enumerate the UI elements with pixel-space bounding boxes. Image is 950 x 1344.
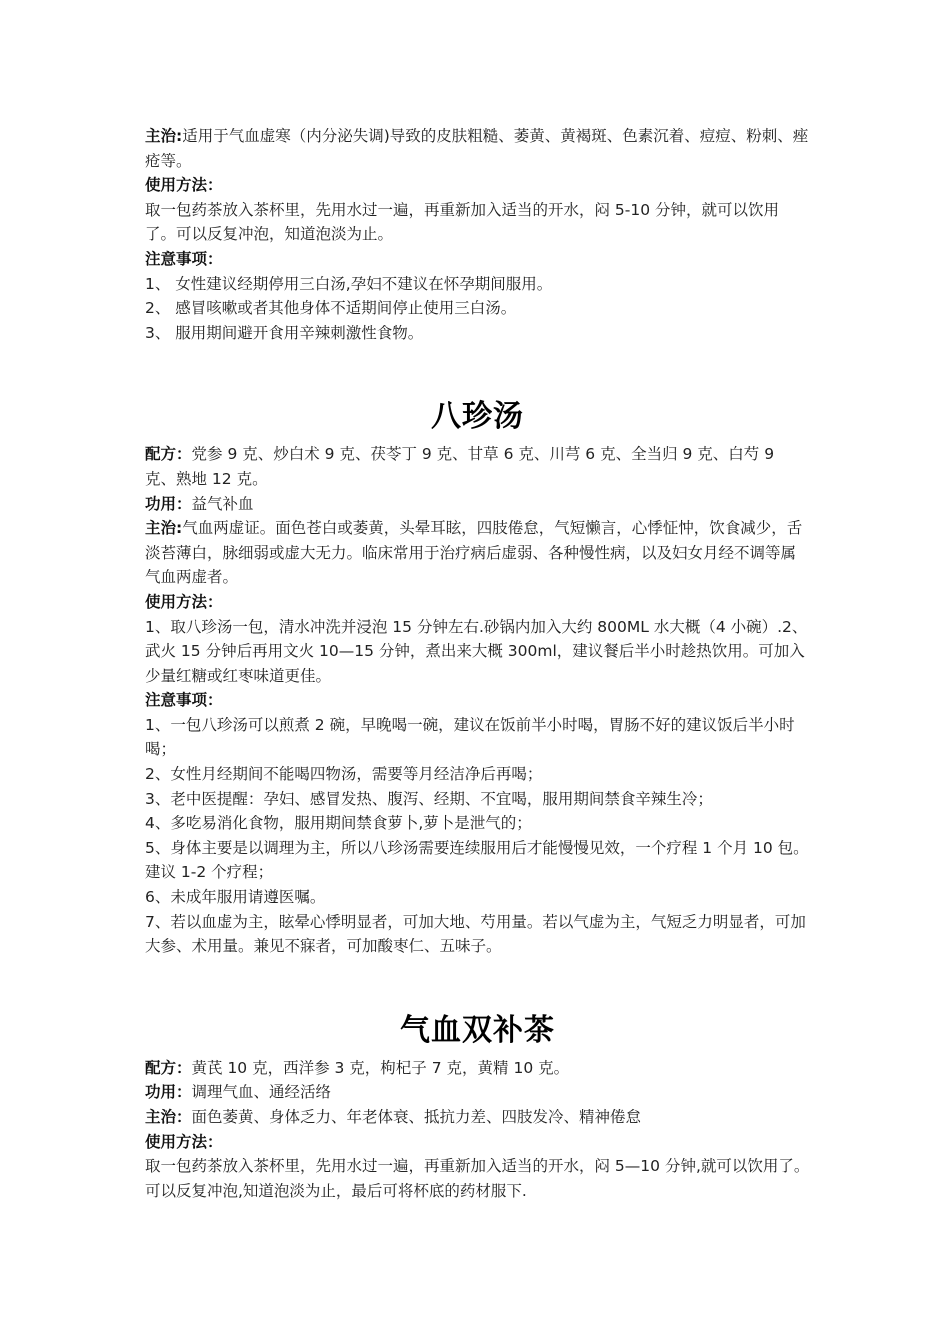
indications-text: 适用于气血虚寒（内分泌失调)导致的皮肤粗糙、萎黄、黄褐斑、色素沉着、痘痘、粉刺、痤疮等。 — [145, 127, 809, 170]
usage-label: 使用方法： — [145, 176, 223, 195]
function-text: 调理气血、通经活络 — [191, 1083, 332, 1102]
note-item: 3、老中医提醒：孕妇、感冒发热、腹泻、经期、不宜喝，服用期间禁食辛辣生冷； — [145, 789, 713, 808]
formula-text: 党参 9 克、炒白术 9 克、茯苓丁 9 克、甘草 6 克、川芎 6 克、全当归 9 克、白芍 9 克、熟地 12 克。 — [145, 445, 775, 488]
note-item: 1、 女性建议经期停用三白汤,孕妇不建议在怀孕期间服用。 — [145, 274, 553, 293]
note-item: 4、多吃易消化食物，服用期间禁食萝卜,萝卜是泄气的； — [145, 814, 532, 833]
note-item: 5、身体主要是以调理为主，所以八珍汤需要连续服用后才能慢慢见效，一个疗程 1 个月 10 包。建议 1-2 个疗程； — [145, 838, 809, 882]
indications-label: 主治： — [145, 1108, 192, 1126]
formula-paragraph — [145, 1056, 810, 1081]
indications-paragraph — [145, 1105, 810, 1130]
usage-text: 取一包药茶放入茶杯里，先用水过一遍，再重新加入适当的开水，闷 5—10 分钟,就可以饮用了。可以反复冲泡,知道泡淡为止，最后可将杯底的药材服下. — [145, 1157, 810, 1200]
formula-label: 配方： — [145, 445, 192, 464]
note-item: 2、 感冒咳嗽或者其他身体不适期间停止使用三白汤。 — [145, 299, 517, 318]
formula-label: 配方： — [145, 1058, 192, 1077]
note-item: 3、 服用期间避开食用辛辣刺激性食物。 — [145, 323, 424, 342]
note-item: 7、若以血虚为主，眩晕心悸明显者，可加大地、芍用量。若以气虚为主，气短乏力明显者，可加大参、术用量。兼见不寐者，可加酸枣仁、五味子。 — [145, 912, 806, 956]
indications-paragraph — [145, 516, 810, 590]
note-item: 2、女性月经期间不能喝四物汤，需要等月经洁净后再喝； — [145, 765, 543, 784]
function-text: 益气补血 — [191, 494, 254, 513]
indications-text: 气血两虚证。面色苍白或萎黄，头晕耳眩，四肢倦怠，气短懒言，心悸怔忡，饮食减少，舌淡苔薄白，脉细弱或虚大无力。临床常用于治疗病后虚弱、各种慢性病，以及妇女月经不调等属气血两虚者。 — [145, 519, 803, 587]
section-bazhentang — [145, 397, 810, 958]
note-item: 6、未成年服用请遵医嘱。 — [145, 888, 326, 907]
indications-paragraph — [145, 124, 810, 173]
formula-paragraph — [145, 442, 810, 491]
indications-label: 主治: — [145, 519, 183, 538]
formula-text: 黄芪 10 克，西洋参 3 克，枸杞子 7 克，黄精 10 克。 — [191, 1058, 570, 1077]
usage-label: 使用方法： — [145, 592, 223, 611]
usage-text: 取一包药茶放入茶杯里，先用水过一遍，再重新加入适当的开水，闷 5-10 分钟，就可以饮用了。可以反复冲泡，知道泡淡为止。 — [145, 200, 780, 244]
function-paragraph — [145, 1080, 810, 1105]
function-paragraph — [145, 492, 810, 517]
section-title: 八珍汤 — [431, 399, 524, 435]
function-label: 功用： — [145, 494, 192, 513]
section-title: 气血双补茶 — [400, 1012, 555, 1048]
usage-text: 1、取八珍汤一包，清水冲洗并浸泡 15 分钟左右.砂锅内加入大约 800ML 水大概（4 小碗）.2、武火 15 分钟后再用文火 10—15 分钟，煮出来大概 300ml，建议餐后半小时趁热饮用。可加入少量红糖或红枣味道更佳。 — [145, 617, 808, 685]
document-page — [145, 124, 810, 1203]
indications-text: 面色萎黄、身体乏力、年老体衰、抵抗力差、四肢发冷、精神倦怠 — [191, 1108, 642, 1126]
indications-label: 主治: — [145, 127, 183, 145]
section-qixueshuangbucha — [145, 1011, 810, 1204]
notes-label: 注意事项： — [145, 249, 223, 268]
usage-label: 使用方法： — [145, 1132, 223, 1151]
function-label: 功用： — [145, 1083, 192, 1102]
section-sanbaitang-tail — [145, 124, 810, 345]
notes-label: 注意事项： — [145, 691, 223, 710]
note-item: 1、一包八珍汤可以煎煮 2 碗，早晚喝一碗，建议在饭前半小时喝，胃肠不好的建议饭后半小时喝； — [145, 715, 795, 759]
